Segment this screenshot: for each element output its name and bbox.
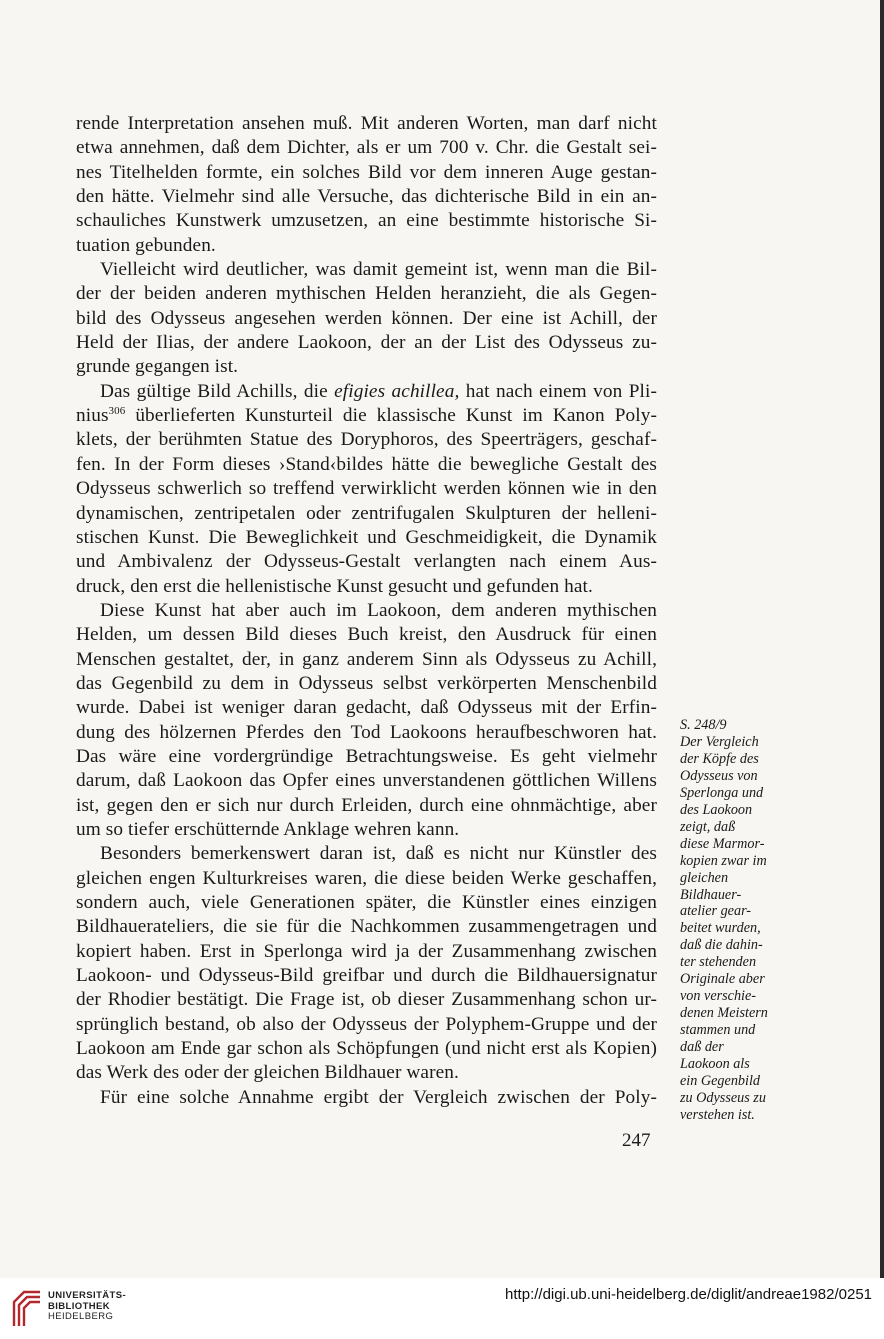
text-line: druck, den erst die hellenistische Kunst gesucht und gefunden hat.: [76, 575, 593, 597]
text-line: Bildhauerateliers, die sie für die Nachkommen zusammengetragen und: [76, 916, 657, 938]
text-line: um so tiefer erschütternde Anklage wehren kann.: [76, 818, 460, 840]
text-line: der der beiden anderen mythischen Helden heranzieht, die als Gegen-: [76, 283, 657, 305]
text-line: etwa annehmen, daß dem Dichter, als er um 700 v. Chr. die Gestalt sei-: [76, 137, 657, 159]
body-text: [76, 112, 657, 1110]
margin-note-line: gleichen: [680, 869, 729, 886]
margin-note-line: daß die dahin-: [680, 937, 763, 954]
text-run: Das gültige Bild Achills, die: [100, 380, 335, 402]
text-line: kopiert haben. Erst in Sperlonga wird ja der Zusammenhang zwischen: [76, 940, 657, 962]
text-line: dynamischen, zentripetalen oder zentrifugalen Skulpturen der helleni-: [76, 502, 657, 524]
margin-note-line: zu Odysseus zu: [680, 1089, 766, 1106]
page-edge-shadow: [880, 0, 884, 1278]
text-line: rende Interpretation ansehen muß. Mit anderen Worten, man darf nicht: [76, 113, 657, 134]
paragraph-6: [76, 1086, 657, 1110]
text-line: Helden, um dessen Bild dieses Buch kreist, den Ausdruck für einen: [76, 624, 657, 646]
text-line: [76, 380, 657, 404]
margin-note-line: Sperlonga und: [680, 784, 764, 801]
margin-note-line: verstehen ist.: [680, 1106, 755, 1123]
text-line: Für eine solche Annahme ergibt der Vergleich zwischen der Poly-: [100, 1086, 657, 1108]
margin-note-line: daß der: [680, 1039, 724, 1056]
text-line: tuation gebunden.: [76, 234, 216, 256]
paragraph-1: [76, 112, 657, 258]
logo-line: BIBLIOTHEK: [48, 1300, 111, 1312]
text-line: ist, gegen den er sich nur durch Erleiden, durch eine ohnmächtige, aber: [76, 794, 657, 816]
margin-note-line: Laokoon als: [680, 1056, 750, 1073]
text-line: Held der Ilias, der andere Laokoon, der an der List des Odysseus zu-: [76, 332, 657, 354]
text-line: und Ambivalenz der Odysseus-Gestalt verlangten nach einem Aus-: [76, 551, 657, 573]
logo-line: HEIDELBERG: [48, 1311, 114, 1322]
margin-note-line: diese Marmor-: [680, 835, 765, 852]
text-line: bild des Odysseus angesehen werden können. Der eine ist Achill, der: [76, 307, 657, 329]
text-line: das Werk des oder der gleichen Bildhauer waren.: [76, 1062, 459, 1084]
margin-note-line: Originale aber: [680, 971, 765, 988]
margin-note-line: zeigt, daß: [680, 818, 736, 835]
margin-note: [680, 717, 786, 1124]
text-line: Laokoon am Ende gar schon als Schöpfungen (und nicht erst als Kopien): [76, 1038, 657, 1060]
text-line: Odysseus schwerlich so treffend verwirklicht werden können wie in den: [76, 478, 657, 500]
text-run: nius: [76, 405, 109, 427]
margin-note-line: der Köpfe des: [680, 750, 759, 767]
logo-line: UNIVERSITÄTS-: [48, 1290, 127, 1301]
margin-note-line: Der Vergleich: [680, 733, 759, 750]
text-line: grunde gegangen ist.: [76, 356, 239, 378]
footnote-reference: 306: [108, 405, 126, 418]
text-line: wurde. Dabei ist weniger daran gedacht, daß Odysseus mit der Erfin-: [76, 697, 657, 719]
margin-note-line: Bildhauer-: [680, 886, 742, 903]
text-line: fen. In der Form dieses ›Stand‹bildes hätte die bewegliche Gestalt des: [76, 453, 657, 475]
text-run: hat nach einem von Pli-: [459, 380, 657, 402]
margin-note-line: S. 248/9: [680, 717, 727, 733]
margin-note-line: denen Meistern: [680, 1005, 768, 1022]
page-number: 247: [622, 1130, 651, 1151]
text-line: der Rhodier bestätigt. Die Frage ist, ob dieser Zusammenhang schon ur-: [76, 989, 657, 1011]
text-line: Menschen gestaltet, der, in ganz anderem Sinn als Odysseus zu Achill,: [76, 648, 657, 670]
margin-note-line: von verschie-: [680, 988, 757, 1005]
text-line: sprünglich bestand, ob also der Odysseus der Polyphem-Gruppe und der: [76, 1013, 657, 1035]
text-line: Das wäre eine vordergründige Betrachtungsweise. Es geht vielmehr: [76, 745, 657, 767]
margin-note-line: ein Gegenbild: [680, 1073, 760, 1090]
text-line: gleichen engen Kulturkreises waren, die diese beiden Werke geschaffen,: [76, 867, 657, 889]
text-line: nes Titelhelden formte, ein solches Bild vor dem inneren Auge gestan-: [76, 161, 657, 183]
paragraph-2: [76, 258, 657, 380]
text-line: Diese Kunst hat aber auch im Laokoon, dem anderen mythischen: [100, 599, 657, 621]
footer-bar: [0, 1278, 884, 1339]
text-line: schauliches Kunstwerk umzusetzen, an eine bestimmte historische Si-: [76, 210, 657, 232]
margin-note-line: stammen und: [680, 1022, 756, 1039]
margin-note-line: atelier gear-: [680, 903, 752, 920]
text-line: den hätte. Vielmehr sind alle Versuche, das dichterische Bild in ein an-: [76, 186, 657, 208]
margin-note-line: Odysseus von: [680, 767, 758, 784]
italic-phrase: efigies achillea,: [334, 380, 460, 402]
text-run: überlieferten Kunsturteil die klassische Kunst im Kanon Poly-: [125, 405, 657, 427]
source-url-link[interactable]: http://digi.ub.uni-heidelberg.de/diglit/andreae1982/0251: [505, 1286, 872, 1303]
paragraph-3: [76, 380, 657, 599]
text-line: klets, der berühmten Statue des Doryphoros, des Speerträgers, geschaf-: [76, 429, 657, 451]
library-logo-text: [48, 1291, 126, 1323]
text-line: [76, 404, 657, 428]
text-line: dung des hölzernen Pferdes den Tod Laokoons heraufbeschworen hat.: [76, 721, 657, 743]
text-line: Laokoon- und Odysseus-Bild greifbar und durch die Bildhauersignatur: [76, 965, 657, 987]
text-line: darum, daß Laokoon das Opfer eines unverstandenen göttlichen Willens: [76, 770, 657, 792]
library-logo-icon: [10, 1288, 42, 1328]
paragraph-4: [76, 599, 657, 842]
text-line: sondern auch, viele Generationen später, die Künstler eines einzigen: [76, 892, 657, 913]
text-line: Besonders bemerkenswert daran ist, daß es nicht nur Künstler des: [100, 843, 657, 865]
paragraph-5: [76, 842, 657, 1085]
margin-note-line: ter stehenden: [680, 954, 757, 971]
text-line: stischen Kunst. Die Beweglichkeit und Geschmeidigkeit, die Dynamik: [76, 526, 657, 548]
margin-note-line: kopien zwar im: [680, 852, 767, 869]
margin-note-line: beitet wurden,: [680, 920, 761, 937]
text-line: das Gegenbild zu dem in Odysseus selbst verkörperten Menschenbild: [76, 672, 657, 694]
margin-note-line: des Laokoon: [680, 801, 753, 818]
text-line: Vielleicht wird deutlicher, was damit gemeint ist, wenn man die Bil-: [100, 259, 657, 281]
